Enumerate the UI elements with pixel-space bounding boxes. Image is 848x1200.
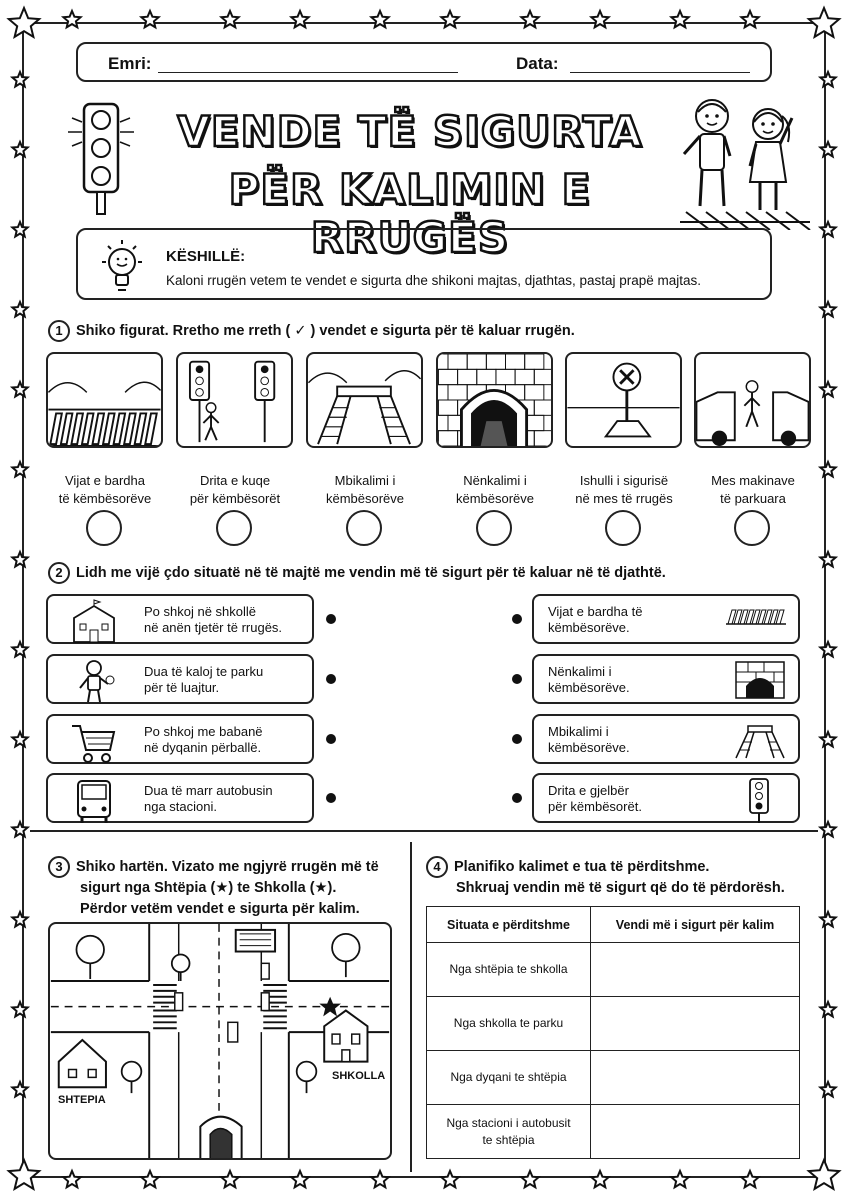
- star-icon: [820, 382, 835, 397]
- match-text-line-1: Dua të kaloj te parku: [144, 664, 264, 679]
- match-text-line-2: për të luajtur.: [144, 680, 220, 695]
- star-icon: [441, 11, 458, 27]
- star-icon: [820, 302, 835, 317]
- bus-icon: [70, 777, 118, 823]
- match-text: [548, 724, 630, 756]
- star-icon: [591, 1171, 608, 1187]
- star-icon: [820, 732, 835, 747]
- caption-line-2: në mes të rrugës: [575, 491, 673, 506]
- section-1-number: 1: [48, 320, 70, 342]
- table-row: [427, 1051, 800, 1105]
- boy-icon: [70, 658, 118, 704]
- table-row: [427, 1105, 800, 1159]
- match-text: [144, 604, 282, 636]
- star-icon: [12, 1082, 27, 1097]
- answer-circle[interactable]: [346, 510, 382, 546]
- home-label: SHTEPIA: [58, 1094, 106, 1106]
- star-icon: [809, 1160, 839, 1189]
- star-icon: [820, 822, 835, 837]
- title-line-1: VENDE TË SIGURTA: [177, 107, 643, 156]
- answer-cell[interactable]: [591, 1105, 800, 1159]
- section-3-line-2: sigurt nga Shtëpia (★) te Shkolla (★).: [80, 880, 337, 896]
- situation-box: [46, 594, 314, 644]
- section-1-instruction: [48, 320, 575, 342]
- shopping-cart-icon: [70, 718, 118, 764]
- answer-circle[interactable]: [734, 510, 770, 546]
- name-field[interactable]: [158, 72, 458, 73]
- star-icon: [820, 642, 835, 657]
- caption-line-2: këmbësorëve: [325, 491, 405, 506]
- safe-place-box: [532, 714, 800, 764]
- caption-line-1: Mbikalimi i: [334, 473, 396, 488]
- name-label: Emri:: [108, 54, 152, 73]
- match-text-line-2: në anën tjetër të rrugës.: [144, 620, 283, 635]
- picture-caption: [165, 472, 305, 508]
- star-icon: [9, 1160, 39, 1189]
- right-match-dot[interactable]: [512, 674, 522, 684]
- match-text-line-2: këmbësorëve.: [548, 680, 630, 695]
- match-text: [548, 783, 642, 815]
- section-4-number: 4: [426, 856, 448, 878]
- situation-line-2: te shtëpia: [482, 1132, 535, 1147]
- red-light-picture: [176, 352, 293, 448]
- name-date-box: [76, 42, 772, 82]
- star-icon: [63, 1171, 80, 1187]
- star-icon: [671, 11, 688, 27]
- star-icon: [820, 222, 835, 237]
- planning-table: [426, 906, 800, 1159]
- overpass-icon: [734, 718, 786, 764]
- star-icon: [820, 72, 835, 87]
- section-3-line-3: Përdor vetëm vendet e sigurta për kalim.: [80, 901, 360, 917]
- picture-caption: [35, 472, 175, 508]
- match-text-line-1: Mbikalimi i: [548, 724, 609, 739]
- section-divider: [30, 830, 818, 832]
- star-icon: [741, 1171, 758, 1187]
- tip-box: [76, 228, 772, 300]
- safe-place-box: [532, 654, 800, 704]
- tip-title: KËSHILLË:: [166, 248, 246, 265]
- underpass-icon: [734, 658, 786, 704]
- match-text-line-1: Drita e gjelbër: [548, 783, 629, 798]
- crosswalk-icon: [726, 598, 786, 644]
- situation-cell: [427, 1051, 591, 1105]
- star-icon: [9, 8, 39, 37]
- star-icon: [12, 462, 27, 477]
- match-text-line-1: Nënkalimi i: [548, 664, 612, 679]
- answer-circle[interactable]: [216, 510, 252, 546]
- star-icon: [809, 8, 839, 37]
- star-icon: [820, 912, 835, 927]
- star-icon: [820, 1082, 835, 1097]
- star-icon: [12, 912, 27, 927]
- school-label: SHKOLLA: [332, 1070, 386, 1082]
- star-icon: [141, 1171, 158, 1187]
- star-icon: [12, 222, 27, 237]
- star-icon: [12, 72, 27, 87]
- map-drawing: [50, 924, 390, 1158]
- school-icon: [70, 598, 118, 644]
- star-icon: [221, 1171, 238, 1187]
- star-icon: [741, 11, 758, 27]
- situation-cell: [427, 997, 591, 1051]
- left-match-dot[interactable]: [326, 793, 336, 803]
- section-2-text: Lidh me vijë çdo situatë në të majtë me vendin më të sigurt për të kaluar në të djathtë.: [76, 564, 666, 581]
- situation-cell: [427, 1105, 591, 1159]
- star-icon: [371, 1171, 388, 1187]
- column-divider: [410, 842, 412, 1172]
- star-icon: [12, 302, 27, 317]
- star-icon: [12, 1002, 27, 1017]
- match-text-line-1: Po shkoj me babanë: [144, 724, 263, 739]
- situation-box: [46, 773, 314, 823]
- underpass-picture: [436, 352, 553, 448]
- safe-place-box: [532, 773, 800, 823]
- section-4-line-1: Planifiko kalimet e tua të përditshme.: [454, 858, 710, 875]
- section-3-line-1: Shiko hartën. Vizato me ngjyrë rrugën më të: [76, 858, 379, 875]
- caption-line-2: të këmbësorëve: [58, 491, 152, 506]
- overpass-picture: [306, 352, 423, 448]
- situation-cell: [427, 943, 591, 997]
- tip-text: Kaloni rrugën vetem te vendet e sigurta dhe shikoni majtas, djathtas, pastaj prapë majtas.: [166, 273, 702, 288]
- answer-circle[interactable]: [476, 510, 512, 546]
- match-text: [548, 664, 630, 696]
- right-match-dot[interactable]: [512, 734, 522, 744]
- picture-caption: [295, 472, 435, 508]
- match-text-line-2: nga stacioni.: [144, 799, 217, 814]
- star-icon: [12, 732, 27, 747]
- star-icon: [291, 11, 308, 27]
- match-text-line-1: Po shkoj në shkollë: [144, 604, 257, 619]
- answer-circle[interactable]: [86, 510, 122, 546]
- table-row: [427, 997, 800, 1051]
- answer-circle[interactable]: [605, 510, 641, 546]
- section-3-instruction: [48, 856, 379, 920]
- parked-cars-picture: [694, 352, 811, 448]
- table-header-situation: Situata e përditshme: [427, 907, 591, 943]
- safety-island-picture: [565, 352, 682, 448]
- caption-line-2: këmbësorëve: [455, 491, 535, 506]
- picture-caption: [683, 472, 823, 508]
- situation-box: [46, 654, 314, 704]
- title-line-2: PËR KALIMIN E RRUGËS: [228, 165, 592, 262]
- neighborhood-map[interactable]: [48, 922, 392, 1160]
- safe-place-box: [532, 594, 800, 644]
- star-icon: [371, 11, 388, 27]
- star-icon: [521, 11, 538, 27]
- situation-line-1: Nga dyqani te shtëpia: [450, 1070, 567, 1084]
- picture-caption: [554, 472, 694, 508]
- situation-line-1: Nga shkolla te parku: [453, 1016, 564, 1030]
- crosswalk-picture: [46, 352, 163, 448]
- star-icon: [671, 1171, 688, 1187]
- date-label: Data:: [516, 54, 559, 73]
- left-match-dot[interactable]: [326, 734, 336, 744]
- lightbulb-icon: [96, 238, 148, 296]
- caption-line-1: Drita e kuqe: [199, 473, 271, 488]
- star-icon: [12, 822, 27, 837]
- caption-line-1: Mes makinave: [711, 473, 795, 488]
- answer-cell[interactable]: [591, 943, 800, 997]
- table-header-safe-place: Vendi më i sigurt për kalim: [591, 907, 800, 943]
- match-text: [144, 724, 263, 756]
- right-match-dot[interactable]: [512, 793, 522, 803]
- left-match-dot[interactable]: [326, 674, 336, 684]
- answer-cell[interactable]: [591, 1051, 800, 1105]
- traffic-light-icon: [62, 100, 140, 218]
- star-icon: [63, 11, 80, 27]
- section-3-number: 3: [48, 856, 70, 878]
- children-crossing-illustration: [670, 94, 820, 230]
- situation-box: [46, 714, 314, 764]
- match-text: [144, 783, 273, 815]
- match-text-line-1: Vijat e bardha të: [548, 604, 643, 619]
- match-text-line-2: këmbësorëve.: [548, 620, 630, 635]
- star-icon: [141, 11, 158, 27]
- star-icon: [820, 552, 835, 567]
- section-4-instruction: [426, 856, 785, 899]
- star-icon: [820, 142, 835, 157]
- answer-cell[interactable]: [591, 997, 800, 1051]
- match-text-line-1: Dua të marr autobusin: [144, 783, 273, 798]
- date-field[interactable]: [570, 72, 750, 73]
- caption-line-1: Nënkalimi i: [463, 473, 527, 488]
- match-text-line-2: këmbësorëve.: [548, 740, 630, 755]
- match-text-line-2: në dyqanin përballë.: [144, 740, 262, 755]
- star-icon: [591, 11, 608, 27]
- picture-caption: [425, 472, 565, 508]
- situation-line-1: Nga stacioni i autobusit: [446, 1115, 571, 1130]
- traffic-light-icon: [734, 777, 786, 823]
- caption-line-1: Vijat e bardha: [65, 473, 145, 488]
- section-1-text: Shiko figurat. Rretho me rreth ( ✓ ) vendet e sigurta për të kaluar rrugën.: [76, 322, 575, 339]
- caption-line-2: të parkuara: [720, 491, 786, 506]
- caption-line-2: për këmbësorët: [189, 491, 281, 506]
- star-icon: [12, 552, 27, 567]
- star-icon: [521, 1171, 538, 1187]
- section-2-instruction: [48, 562, 666, 584]
- situation-line-1: Nga shtëpia te shkolla: [449, 962, 568, 976]
- table-row: [427, 943, 800, 997]
- star-icon: [441, 1171, 458, 1187]
- caption-line-1: Ishulli i sigurisë: [579, 473, 669, 488]
- star-icon: [12, 142, 27, 157]
- match-text-line-2: për këmbësorët.: [548, 799, 642, 814]
- section-4-line-2: Shkruaj vendin më të sigurt që do të përdorësh.: [456, 880, 785, 896]
- match-text: [144, 664, 263, 696]
- star-icon: [221, 11, 238, 27]
- section-2-number: 2: [48, 562, 70, 584]
- star-icon: [12, 642, 27, 657]
- star-icon: [291, 1171, 308, 1187]
- right-match-dot[interactable]: [512, 614, 522, 624]
- match-text: [548, 604, 642, 636]
- star-icon: [820, 1002, 835, 1017]
- star-icon: [12, 382, 27, 397]
- left-match-dot[interactable]: [326, 614, 336, 624]
